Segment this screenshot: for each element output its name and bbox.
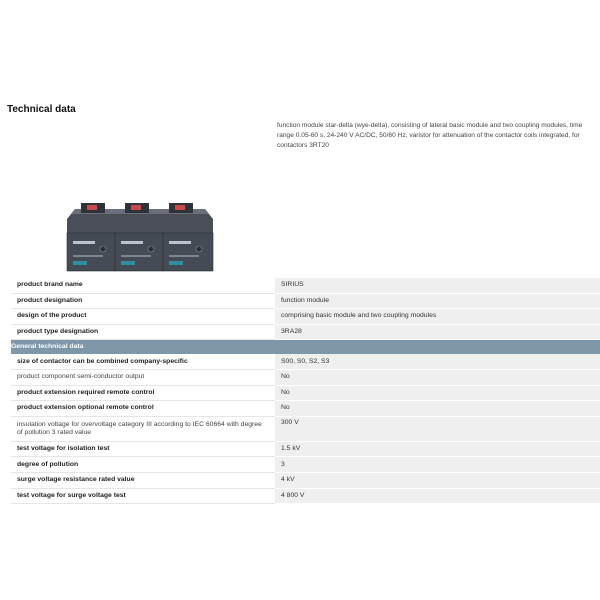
page-title: Technical data xyxy=(7,104,76,115)
row-label: product component semi-conductor output xyxy=(11,369,275,385)
table-row xyxy=(11,354,600,369)
row-value: 3 xyxy=(275,457,600,473)
row-label: surge voltage resistance rated value xyxy=(11,472,275,488)
row-label: product extension optional remote control xyxy=(11,401,275,417)
row-value: 300 V xyxy=(275,416,600,441)
table-row xyxy=(11,278,600,293)
table-row xyxy=(11,369,600,385)
table-row xyxy=(11,416,600,441)
row-value: SIRIUS xyxy=(275,278,600,293)
section-title: General technical data xyxy=(11,340,600,355)
row-value: comprising basic module and two coupling modules xyxy=(275,309,600,325)
technical-data-table xyxy=(11,278,600,504)
row-label: product extension required remote control xyxy=(11,385,275,401)
table-row xyxy=(11,309,600,325)
table-row xyxy=(11,324,600,340)
row-value: No xyxy=(275,369,600,385)
row-value: 3RA28 xyxy=(275,324,600,340)
row-value: 4 800 V xyxy=(275,488,600,504)
table-row xyxy=(11,293,600,309)
row-label: design of the product xyxy=(11,309,275,325)
row-label: product brand name xyxy=(11,278,275,293)
product-image xyxy=(63,203,215,275)
row-label: test voltage for isolation test xyxy=(11,441,275,457)
row-value: 1.5 kV xyxy=(275,441,600,457)
row-value: No xyxy=(275,401,600,417)
row-value: function module xyxy=(275,293,600,309)
table-row xyxy=(11,441,600,457)
row-label: product type designation xyxy=(11,324,275,340)
row-value: 4 kV xyxy=(275,472,600,488)
table-row xyxy=(11,401,600,417)
row-label: insulation voltage for overvoltage category III according to IEC 60664 with degree of pollution 3 rated value xyxy=(11,416,275,441)
row-label: degree of pollution xyxy=(11,457,275,473)
row-value: No xyxy=(275,385,600,401)
table-row xyxy=(11,472,600,488)
row-label: test voltage for surge voltage test xyxy=(11,488,275,504)
row-value: S00, S0, S2, S3 xyxy=(275,354,600,369)
table-row xyxy=(11,488,600,504)
row-label: product designation xyxy=(11,293,275,309)
row-label: size of contactor can be combined company-specific xyxy=(11,354,275,369)
table-row xyxy=(11,457,600,473)
product-description: function module star-delta (wye-delta), consisting of lateral basic module and two coupling modules, time range 0.05-60 s, 24-240 V AC/DC, 50/60 Hz, varistor for attenuation of the contactor coils integrated, for contactors 3RT20 xyxy=(277,122,583,149)
table-row xyxy=(11,385,600,401)
section-header xyxy=(11,340,600,355)
